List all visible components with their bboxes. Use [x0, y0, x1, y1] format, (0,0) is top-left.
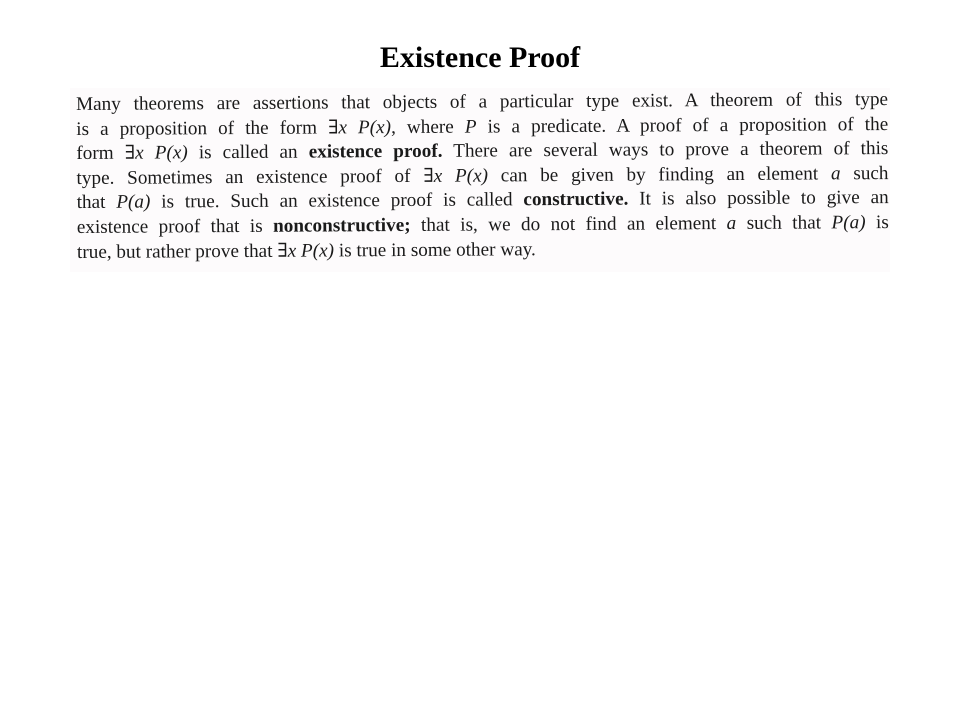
scanned-passage-image [70, 88, 890, 272]
passage-text: is a predicate. A proof of a proposition of the [476, 113, 889, 138]
math-expression: P(a) [831, 212, 866, 234]
passage-text: true, but rather prove that [76, 240, 278, 263]
math-expression: P(a) [116, 191, 151, 214]
passage-text: is [865, 212, 889, 234]
slide-title: Existence Proof [379, 41, 581, 74]
math-expression: ∃x P(x) [327, 116, 392, 139]
passage-text: is true. Such an existence proof is called [150, 189, 524, 213]
passage-text: It is also possible to give an [628, 187, 889, 211]
passage-text: existence proof that is [76, 215, 274, 238]
passage-text: type. Sometimes an existence proof of [76, 165, 424, 189]
passage-text: is called an [187, 141, 309, 164]
math-expression: ∃x P(x) [277, 239, 335, 262]
passage-text: is true in some other way. [333, 238, 536, 261]
passage-text: , where [390, 116, 465, 138]
passage-text: such that [736, 212, 832, 234]
passage-paragraph [76, 88, 889, 265]
passage-line-6 [77, 211, 889, 241]
passage-text: Many theorems are assertions that objects of a particular type exist. A theorem of this type [76, 89, 889, 115]
passage-line-7 [77, 236, 889, 266]
passage-text: that [76, 192, 117, 214]
defined-term: constructive. [523, 189, 629, 211]
math-expression: P [464, 116, 477, 138]
math-expression: ∃x P(x) [423, 165, 489, 187]
passage-text: can be given by finding an element [487, 163, 832, 187]
math-expression: a [726, 212, 737, 234]
passage-text: that is, we do not find an element [410, 212, 727, 236]
defined-term: nonconstructive; [273, 214, 411, 237]
passage-text: is a proposition of the form [76, 117, 329, 140]
passage-text: such [840, 162, 889, 185]
math-expression: ∃x P(x) [124, 142, 188, 164]
passage-text: There are several ways to prove a theorem of this [442, 138, 889, 162]
passage-text: form [76, 142, 125, 165]
defined-term: existence proof. [308, 140, 443, 163]
math-expression: a [830, 163, 841, 185]
